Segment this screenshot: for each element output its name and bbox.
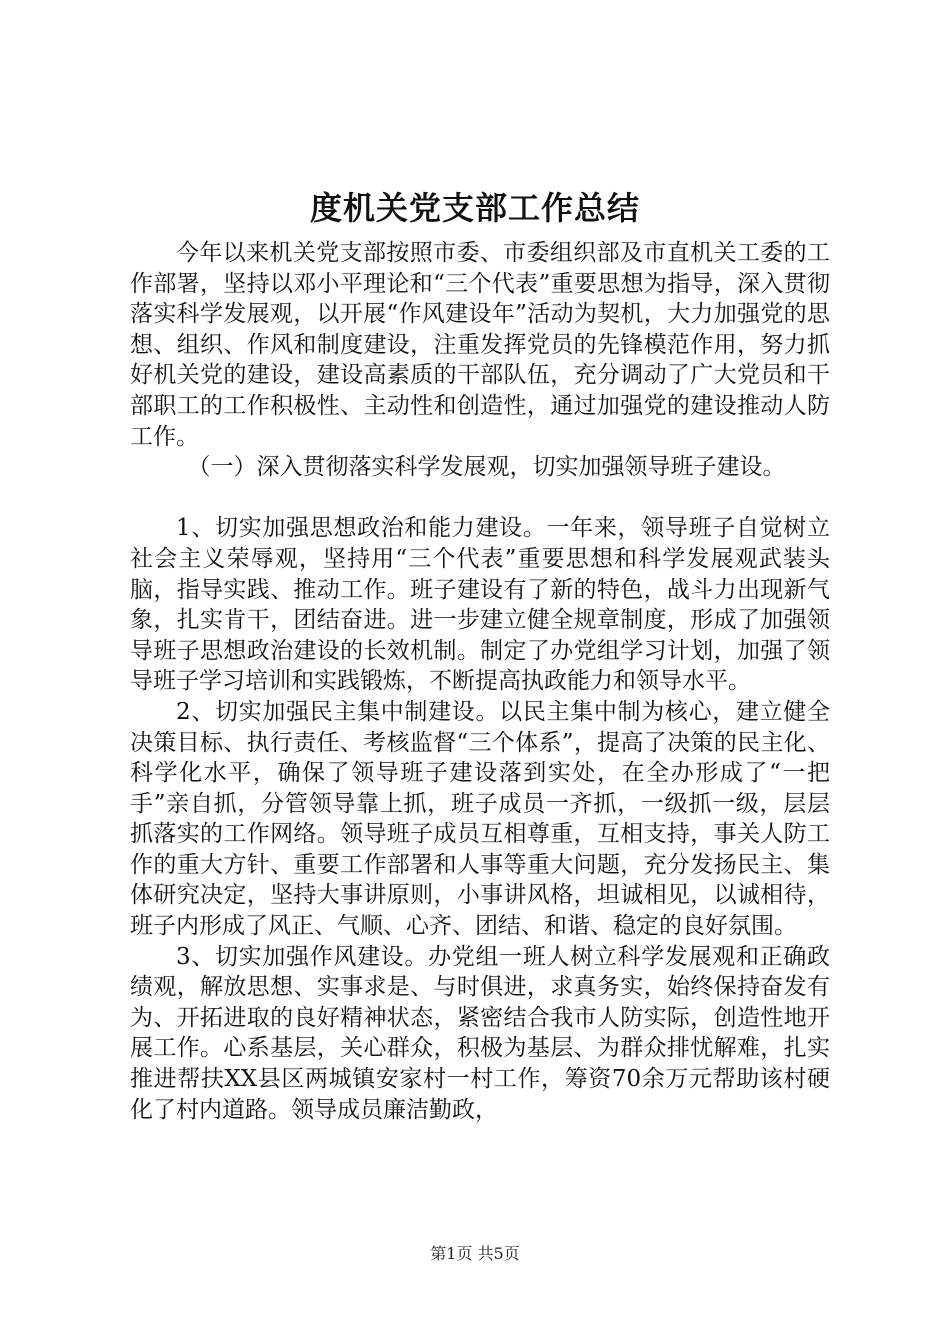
paragraph-item-1: 1、切实加强思想政治和能力建设。一年来，领导班子自觉树立社会主义荣辱观，坚持用“三个代表”重要思想和科学发展观武装头脑，指导实践、推动工作。班子建设有了新的特色，战斗力出现新气象，扎实肯干，团结奋进。进一步建立健全规章制度，形成了加强领导班子思想政治建设的长效机制。制定了办党组学习计划，加强了领导班子学习培训和实践锻炼，不断提高执政能力和领导水平。 xyxy=(130,515,830,695)
page-number-footer: 第1页 共5页 xyxy=(430,1244,520,1263)
blank-line xyxy=(130,483,830,514)
document-body xyxy=(130,238,830,1125)
paragraph-item-2: 2、切实加强民主集中制建设。以民主集中制为核心，建立健全决策目标、执行责任、考核监督“三个体系”，提高了决策的民主化、科学化水平，确保了领导班子建设落到实处，在全办形成了“一把手”亲自抓，分管领导靠上抓，班子成员一齐抓，一级抓一级，层层抓落实的工作网络。领导班子成员互相尊重，互相支持，事关人防工作的重大方针、重要工作部署和人事等重大问题，充分发扬民主、集体研究决定，坚持大事讲原则，小事讲风格，坦诚相见，以诚相待，班子内形成了风正、气顺、心齐、团结、和谐、稳定的良好氛围。 xyxy=(130,698,830,940)
document-title: 度机关党支部工作总结 xyxy=(309,189,640,227)
paragraph-item-3: 3、切实加强作风建设。办党组一班人树立科学发展观和正确政绩观，解放思想、实事求是、与时俱进，求真务实，始终保持奋发有为、开拓进取的良好精神状态，紧密结合我市人防实际，创造性地开展工作。心系基层，关心群众，积极为基层、为群众排忧解难，扎实推进帮扶XX县区两城镇安家村一村工作，筹资70余万元帮助该村硬化了村内道路。领导成员廉洁勤政， xyxy=(130,943,830,1123)
paragraph-intro: 今年以来机关党支部按照市委、市委组织部及市直机关工委的工作部署，坚持以邓小平理论和“三个代表”重要思想为指导，深入贯彻落实科学发展观，以开展“作风建设年”活动为契机，大力加强党的思想、组织、作风和制度建设，注重发挥党员的先锋模范作用，努力抓好机关党的建设，建设高素质的干部队伍，充分调动了广大党员和干部职工的工作积极性、主动性和创造性，通过加强党的建设推动人防工作。 xyxy=(130,240,830,450)
section-heading-1: （一）深入贯彻落实科学发展观，切实加强领导班子建设。 xyxy=(187,454,786,481)
